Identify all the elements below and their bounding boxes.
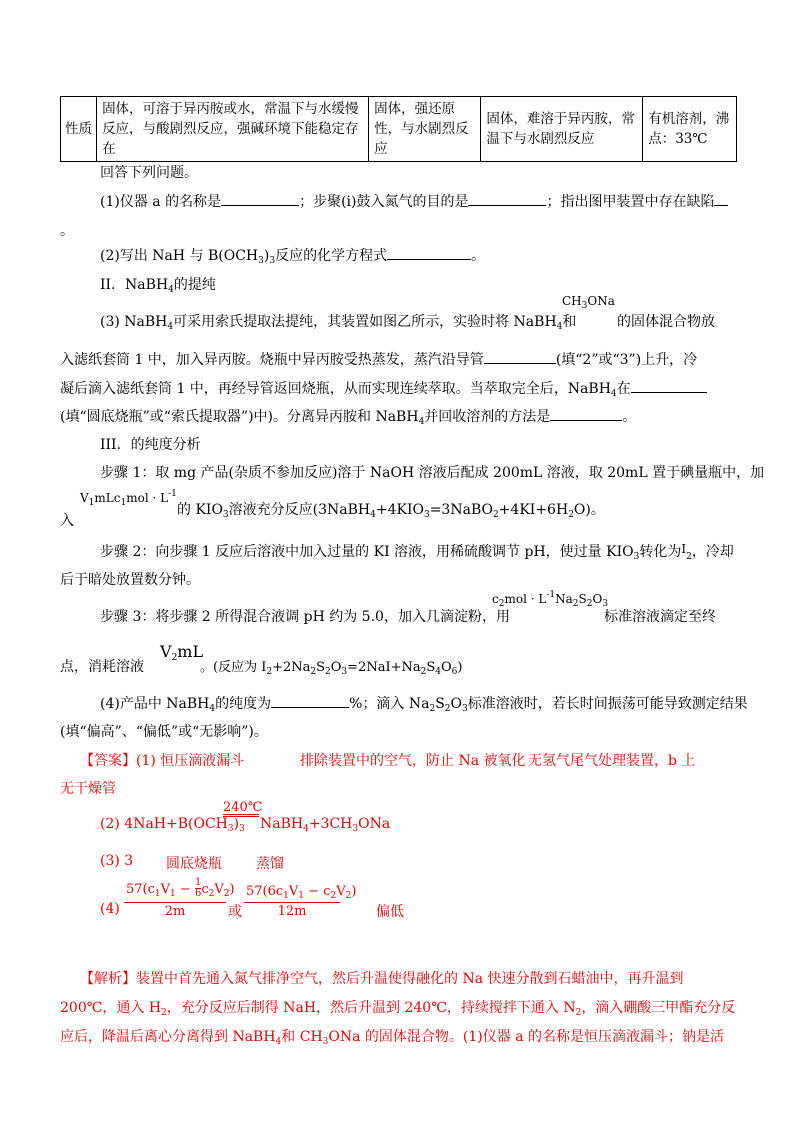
equation-text: +3CH (308, 816, 353, 832)
heading-text: II．NaBH (100, 277, 169, 293)
q3-text: 凝后滴入滤纸套筒 1 中，再经导管返回烧瓶，从而实现连续萃取。当萃取完全后，NaBH (60, 381, 611, 397)
q1-text: ；步聚(i)鼓入氮气的目的是 (299, 194, 469, 210)
q2-text: (2)写出 NaH 与 B(OCH (100, 248, 259, 264)
step-text: +4KIO (375, 502, 424, 518)
subscript: 3 (633, 552, 640, 562)
answer-equation (100, 816, 245, 832)
property-table (60, 96, 737, 162)
table-row-label: 性质 (61, 97, 97, 162)
q3-text: 在 (616, 381, 631, 397)
step-text: 步骤 2：向步骤 1 反应后溶液中加入过量的 KI 溶液，用稀硫酸调节 pH，使过量 KIO (100, 544, 634, 560)
step-2-line-2: 后于暗处放置数分钟。 (60, 572, 200, 588)
q3-text: 和 (562, 314, 577, 330)
answer-text: (1) 恒压滴液漏斗 (136, 753, 245, 769)
subscript: 2 (310, 667, 317, 677)
analysis-line-2 (60, 997, 735, 1017)
step-text: 转化为 (639, 544, 682, 560)
answer-or: 或 (228, 904, 242, 920)
question-3-line-2 (60, 349, 697, 369)
subscript: 4 (168, 285, 174, 295)
q2-text: ) (263, 248, 270, 264)
step-text: O)。 (573, 502, 605, 518)
subscript: 4 (209, 704, 216, 714)
formula-text: mol · L (126, 491, 169, 505)
step-text: =2NaI+Na (347, 660, 421, 675)
equation-text: NaBH (260, 816, 304, 832)
formula-text: c (492, 592, 499, 606)
answer-blank[interactable] (221, 191, 299, 206)
step-text: +4KI+6H (498, 502, 569, 518)
fraction-2 (244, 882, 357, 921)
q1-text: ；指出图甲装置中存在缺陷 (546, 194, 715, 210)
analysis-line-3 (60, 1026, 724, 1046)
answer-blank[interactable] (484, 349, 556, 364)
q4-text: O (450, 696, 463, 712)
subscript: 2 (686, 552, 692, 562)
subscript: 6 (451, 667, 458, 677)
step-text: S (316, 660, 326, 675)
analysis-text: ONa 的固体混合物。(1)仪器 a 的名称是恒压滴液漏斗；钠是活 (328, 1029, 724, 1045)
step-3-line-1: 步骤 3：将步骤 2 所得混合液调 pH 约为 5.0，加入几滴淀粉，用 (100, 609, 510, 625)
q1-text: (1)仪器 a 的名称是 (100, 194, 222, 210)
step-text: 溶液充分反应(3NaBH (228, 502, 371, 518)
subscript: 2 (171, 653, 178, 663)
answer-blank[interactable] (550, 406, 622, 421)
answer-label: 【答案】 (80, 753, 136, 769)
subscript: 3 (239, 824, 245, 834)
fraction-1 (124, 877, 235, 921)
equation-text: ) (233, 816, 240, 832)
formula-text: mol · L (504, 592, 547, 606)
subscript: 4 (167, 322, 174, 332)
formula-text: S (578, 592, 587, 606)
subscript: 2 (572, 599, 579, 609)
subscript: 3 (322, 1037, 329, 1047)
question-4-line-1 (100, 693, 748, 713)
subscript: 3 (341, 667, 348, 677)
q3-text: 入滤纸套筒 1 中，加入异丙胺。烧瓶中异丙胺受热蒸发，蒸汽沿导管 (60, 352, 484, 368)
answer-4-label: (4) (100, 901, 120, 917)
formula-text: V (160, 642, 172, 661)
formula-text: Na (555, 592, 573, 606)
analysis-text: 200℃，通入 H (60, 1000, 162, 1016)
step-text: S (426, 660, 436, 675)
analysis-text: ，充分反应后制得 NaH，然后升温到 240℃，持续搅拌下通入 N (166, 1000, 576, 1016)
answer-blank[interactable] (387, 245, 471, 260)
subscript: 2 (420, 667, 427, 677)
subscript: 2 (429, 704, 436, 714)
q2-text: 反应的化学方程式 (275, 248, 388, 264)
question-2 (100, 245, 485, 265)
table-cell: 固体，强还原性，与水剧烈反应 (369, 97, 481, 162)
subscript: 3 (581, 301, 588, 311)
step-1-line-2-start: 入 (60, 513, 74, 529)
section-3-heading: III．的纯度分析 (100, 437, 201, 453)
table-cell: 有机溶剂，沸点：33℃ (643, 97, 737, 162)
q4-text: 标准溶液时，若长时间振荡可能导致测定结果 (467, 696, 748, 712)
answer-blank[interactable] (271, 693, 349, 708)
subscript: 2 (492, 510, 499, 520)
subscript: 2 (444, 704, 451, 714)
intro-text: 回答下列问题。 (100, 165, 198, 181)
question-3-line-3 (60, 378, 707, 398)
subscript: 4 (370, 510, 376, 520)
formula-text: V (80, 491, 89, 505)
answer-blank[interactable] (714, 191, 728, 206)
subscript: 3 (227, 824, 234, 834)
step-3-line-2: 点，消耗溶液 (60, 659, 144, 675)
table-cell: 固体，可溶于异丙胺或水，常温下与水缓慢反应，与酸剧烈反应，强碱环境下能稳定存在 (97, 97, 369, 162)
q2-text: 。 (471, 248, 486, 264)
step-text: 的 KIO (177, 502, 223, 518)
equation-text: ONa (358, 816, 391, 832)
fraction-2-denominator: 12m (277, 904, 307, 919)
heading-text: 的提纯 (173, 277, 216, 293)
subscript: 2 (266, 667, 273, 677)
subscript: 4 (418, 417, 425, 427)
q4-text: (4)产品中 NaBH (100, 696, 210, 712)
subscript: 4 (435, 667, 441, 677)
step-3-reaction (200, 656, 462, 675)
subscript: 3 (602, 599, 609, 609)
step-text: O (440, 660, 452, 675)
step-1-line-2 (177, 499, 605, 519)
q3-text: (填“2”或“3”)上升，冷 (555, 352, 698, 368)
answer-text-2: 排除装置中的空气，防止 Na 被氧化 (300, 753, 526, 769)
step-2-line-1 (100, 541, 734, 561)
answer-3-part-2: 圆底烧瓶 (166, 856, 222, 872)
subscript: 3 (462, 704, 468, 714)
formula-text: O (592, 592, 603, 606)
step-text: +2Na (272, 660, 311, 675)
subscript: 4 (275, 1037, 282, 1047)
answer-3-part-1: (3) 3 (100, 853, 134, 869)
q3-text: 。 (622, 409, 637, 425)
q3-text: 可采用索氏提取法提纯，其装置如图乙所示，实验时将 NaBH (173, 314, 557, 330)
equation-text: (2) 4NaH+B(OCH (100, 816, 228, 832)
step-3-line-1-end: 标准溶液滴定至终 (604, 609, 716, 625)
step-text: 。(反应为 I (200, 660, 267, 675)
analysis-label: 【解析】 (80, 971, 136, 987)
step-1-line-1: 步骤 1：取 mg 产品(杂质不参加反应)溶于 NaOH 溶液后配成 200mL 溶液，取 20mL 置于碘量瓶中，加 (100, 465, 765, 481)
subscript: 3 (269, 256, 276, 266)
q4-text: %；滴入 Na (349, 696, 430, 712)
step-text: ，冷却 (691, 544, 734, 560)
formula-text: I (681, 542, 687, 556)
subscript: 1 (120, 498, 127, 508)
subscript: 2 (568, 510, 574, 520)
step-text: ) (457, 660, 463, 675)
answer-4-result: 偏低 (376, 904, 404, 920)
q3-text: 并回收溶剂的方法是 (424, 409, 551, 425)
subscript: 2 (498, 599, 505, 609)
superscript: -1 (546, 590, 556, 600)
step-3-volume (160, 642, 203, 661)
question-4-line-2: (填“偏高”、“偏低”或“无影响”)。 (60, 724, 268, 740)
q1-end: 。 (60, 223, 74, 239)
answer-blank[interactable] (468, 191, 546, 206)
analysis-text: 和 CH (281, 1029, 323, 1045)
analysis-line-1 (80, 968, 684, 988)
fraction-1-numerator: $57(c_1V_1$ − $\frac{1}{6}$ $c_2V_2$) (124, 878, 226, 903)
formula-text: CH (562, 294, 582, 308)
question-3-line-4 (60, 406, 636, 426)
answer-blank[interactable] (631, 378, 707, 393)
reaction-condition: 240℃ (223, 800, 263, 815)
analysis-text: 装置中首先通入氮气排净空气，然后升温使得融化的 Na 快速分散到石蜡油中，再升温到 (136, 971, 684, 987)
step-text: O (330, 660, 342, 675)
subscript: 3 (258, 256, 264, 266)
formula-text: mLc (94, 491, 121, 505)
subscript: 2 (325, 667, 331, 677)
step-1-formula (80, 489, 177, 508)
section-2-heading (100, 274, 216, 294)
subscript: 4 (303, 824, 309, 834)
q4-text: 的纯度为 (215, 696, 272, 712)
answer-equation-right (260, 816, 390, 832)
q4-text: S (435, 696, 445, 712)
fraction-2-numerator: $57(6c_1V_1 - c_2V_2)$ (246, 884, 357, 901)
subscript: 2 (575, 1008, 582, 1018)
fraction-1-denominator: 2m (164, 904, 186, 919)
q3-text: (填“圆底烧瓶”或“索氏提取器”)中)。分离异丙胺和 NaBH (60, 409, 419, 425)
subscript: 4 (610, 389, 617, 399)
table-cell: 固体，难溶于异丙胺，常温下与水剧烈反应 (481, 97, 643, 162)
subscript: 3 (352, 824, 359, 834)
ch3ona-formula (562, 294, 615, 311)
analysis-text: ，滴入硼酸三甲酯充分反 (581, 1000, 736, 1016)
subscript: 2 (161, 1008, 167, 1018)
answer-text-4: 无干燥管 (60, 781, 116, 797)
formula-text: ONa (587, 294, 615, 308)
subscript: 1 (88, 498, 95, 508)
subscript: 3 (222, 510, 229, 520)
question-1 (100, 191, 728, 211)
subscript: 2 (586, 599, 593, 609)
q3-text: (3) NaBH (100, 314, 168, 330)
answer-3-part-3: 蒸馏 (256, 856, 284, 872)
analysis-text: 应后，降温后离心分离得到 NaBH (60, 1029, 276, 1045)
answer-text-3: 无氢气尾气处理装置，b 上 (528, 753, 696, 769)
question-3-line-1-end: 的固体混合物放 (617, 314, 715, 330)
step-3-formula (492, 590, 609, 609)
subscript: 3 (423, 510, 430, 520)
question-3-line-1 (100, 311, 576, 331)
superscript: -1 (168, 489, 177, 499)
formula-text: mL (177, 642, 204, 661)
subscript: 4 (556, 322, 563, 332)
step-text: =3NaBO (429, 502, 493, 518)
answer-line-1 (80, 750, 244, 770)
